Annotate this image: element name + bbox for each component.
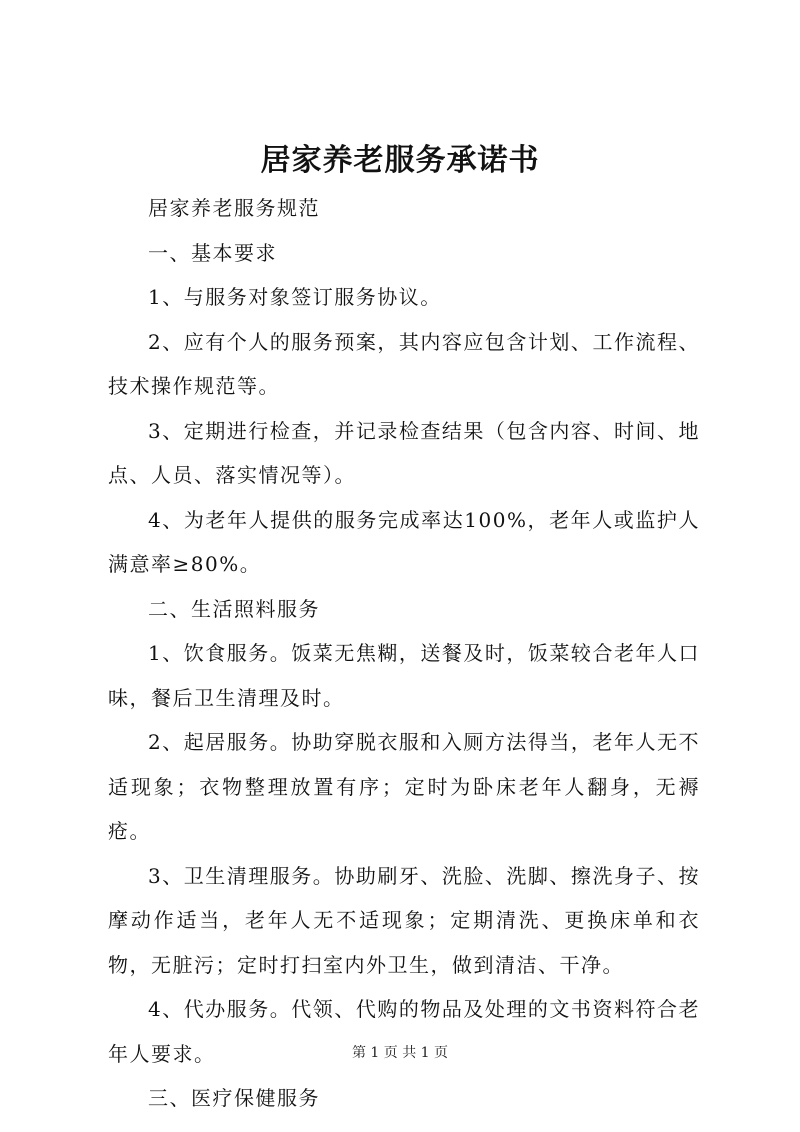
paragraph: 3、卫生清理服务。协助刷牙、洗脸、洗脚、擦洗身子、按摩动作适当，老年人无不适现象；定期清洗、更换床单和衣物，无脏污；定时打扫室内外卫生，做到清洁、干净。 [108, 863, 700, 977]
paragraph: 2、起居服务。协助穿脱衣服和入厕方法得当，老年人无不适现象；衣物整理放置有序；定时为卧床老年人翻身，无褥疮。 [108, 730, 700, 843]
page-footer: 第 1 页 共 1 页 [351, 1045, 449, 1061]
section-heading: 居家养老服务规范 [148, 196, 320, 220]
paragraph: 2、应有个人的服务预案，其内容应包含计划、工作流程、技术操作规范等。 [108, 329, 700, 398]
document-title: 居家养老服务承诺书 [260, 143, 540, 178]
paragraph: 3、定期进行检查，并记录检查结果（包含内容、时间、地点、人员、落实情况等）。 [108, 418, 700, 487]
paragraph: 1、与服务对象签订服务协议。 [148, 285, 442, 309]
paragraph: 4、代办服务。代领、代购的物品及处理的文书资料符合老年人要求。 [108, 997, 700, 1066]
document-body [108, 186, 700, 1121]
paragraph: 1、饮食服务。饭菜无焦糊，送餐及时，饭菜较合老年人口味，餐后卫生清理及时。 [108, 641, 700, 710]
paragraph: 4、为老年人提供的服务完成率达100%，老年人或监护人满意率≥80%。 [108, 507, 700, 576]
section-heading: 三、医疗保健服务 [148, 1086, 320, 1110]
section-heading: 二、生活照料服务 [148, 596, 320, 621]
section-heading: 一、基本要求 [148, 240, 277, 265]
